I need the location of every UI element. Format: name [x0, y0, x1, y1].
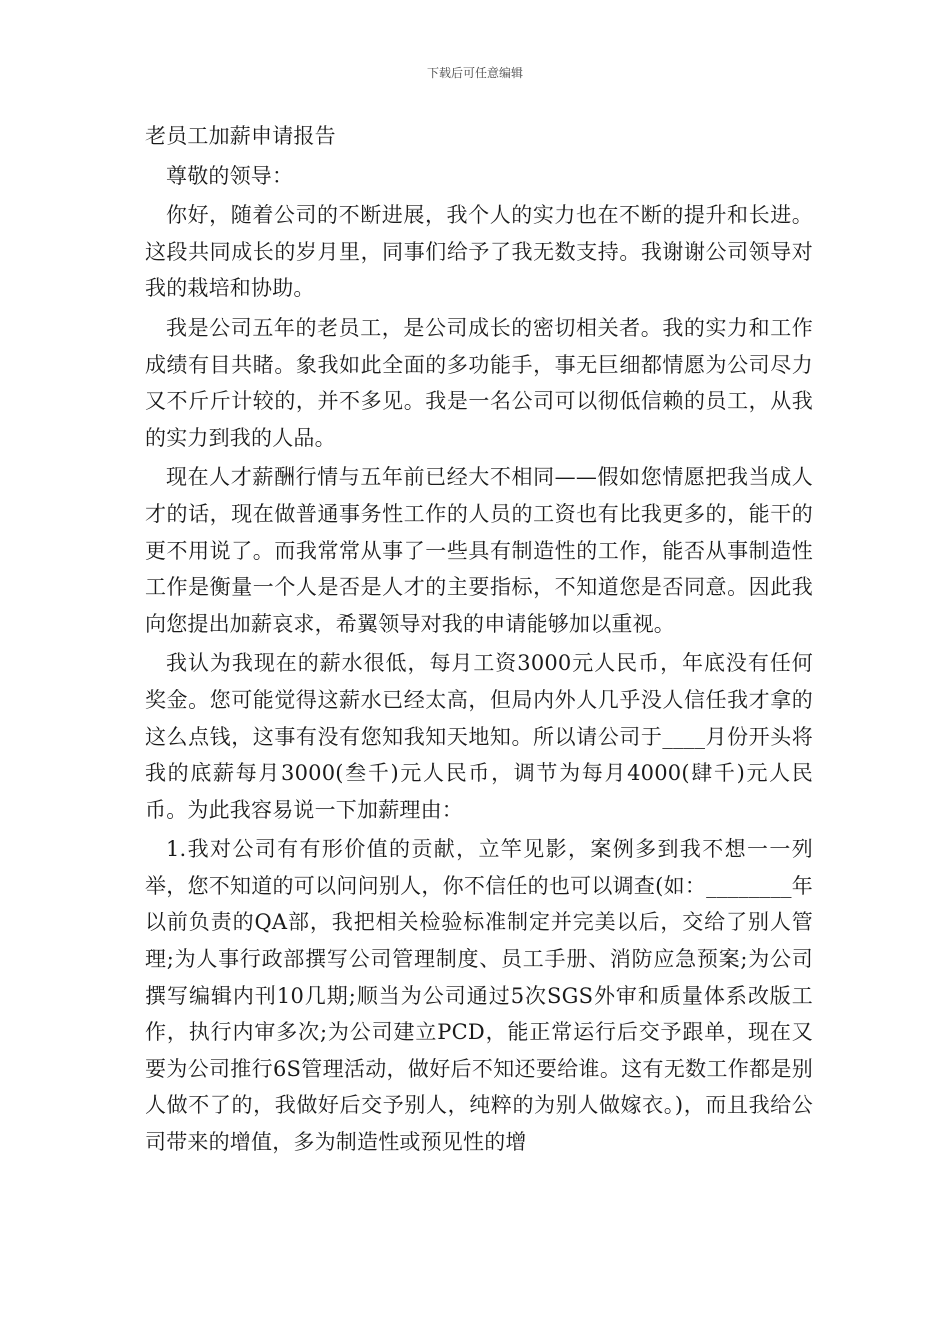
salutation: 尊敬的领导：: [166, 163, 294, 188]
paragraph-2: 我是公司五年的老员工，是公司成长的密切相关者。我的实力和工作成绩有目共睹。象我如此全面的多功能手，事无巨细都情愿为公司尽力又不斤斤计较的，并不多见。我是一名公司可以彻低信赖的员工，从我的实力到我的人品。: [145, 315, 813, 450]
paragraph-5: 1.我对公司有有形价值的贡献，立竿见影，案例多到我不想一一列举，您不知道的可以问问别人，你不信任的也可以调查(如：________年以前负责的QA部，我把相关检验标准制定并完美以后，交给了别人管理;为人事行政部撰写公司管理制度、员工手册、消防应急预案;为公司撰写编辑内刊10几期;顺当为公司通过5次SGS外审和质量体系改版工作，执行内审多次;为公司建立PCD，能正常运行后交予跟单，现在又要为公司推行6S管理活动，做好后不知还要给谁。这有无数工作都是别人做不了的，我做好后交予别人，纯粹的为别人做嫁衣。)，而且我给公司带来的增值，多为制造性或预见性的增: [145, 837, 813, 1155]
document-body: [145, 118, 813, 1161]
paragraph-4: 我认为我现在的薪水很低，每月工资3000元人民币，年底没有任何奖金。您可能觉得这薪水已经太高，但局内外人几乎没人信任我才拿的这么点钱，这事有没有您知我知天地知。所以请公司于____月份开头将我的底薪每月3000(叁千)元人民币，调节为每月4000(肆千)元人民币。为此我容易说一下加薪理由：: [145, 651, 813, 822]
page-header: 下载后可任意编辑: [426, 66, 523, 80]
document-title: 老员工加薪申请报告: [145, 124, 336, 148]
paragraph-1: 你好，随着公司的不断进展，我个人的实力也在不断的提升和长进。这段共同成长的岁月里，同事们给予了我无数支持。我谢谢公司领导对我的栽培和协助。: [145, 203, 813, 301]
paragraph-3: 现在人才薪酬行情与五年前已经大不相同——假如您情愿把我当成人才的话，现在做普通事务性工作的人员的工资也有比我更多的，能干的更不用说了。而我常常从事了一些具有制造性的工作，能否从事制造性工作是衡量一个人是否是人才的主要指标，不知道您是否同意。因此我向您提出加薪哀求，希翼领导对我的申请能够加以重视。: [145, 465, 813, 636]
